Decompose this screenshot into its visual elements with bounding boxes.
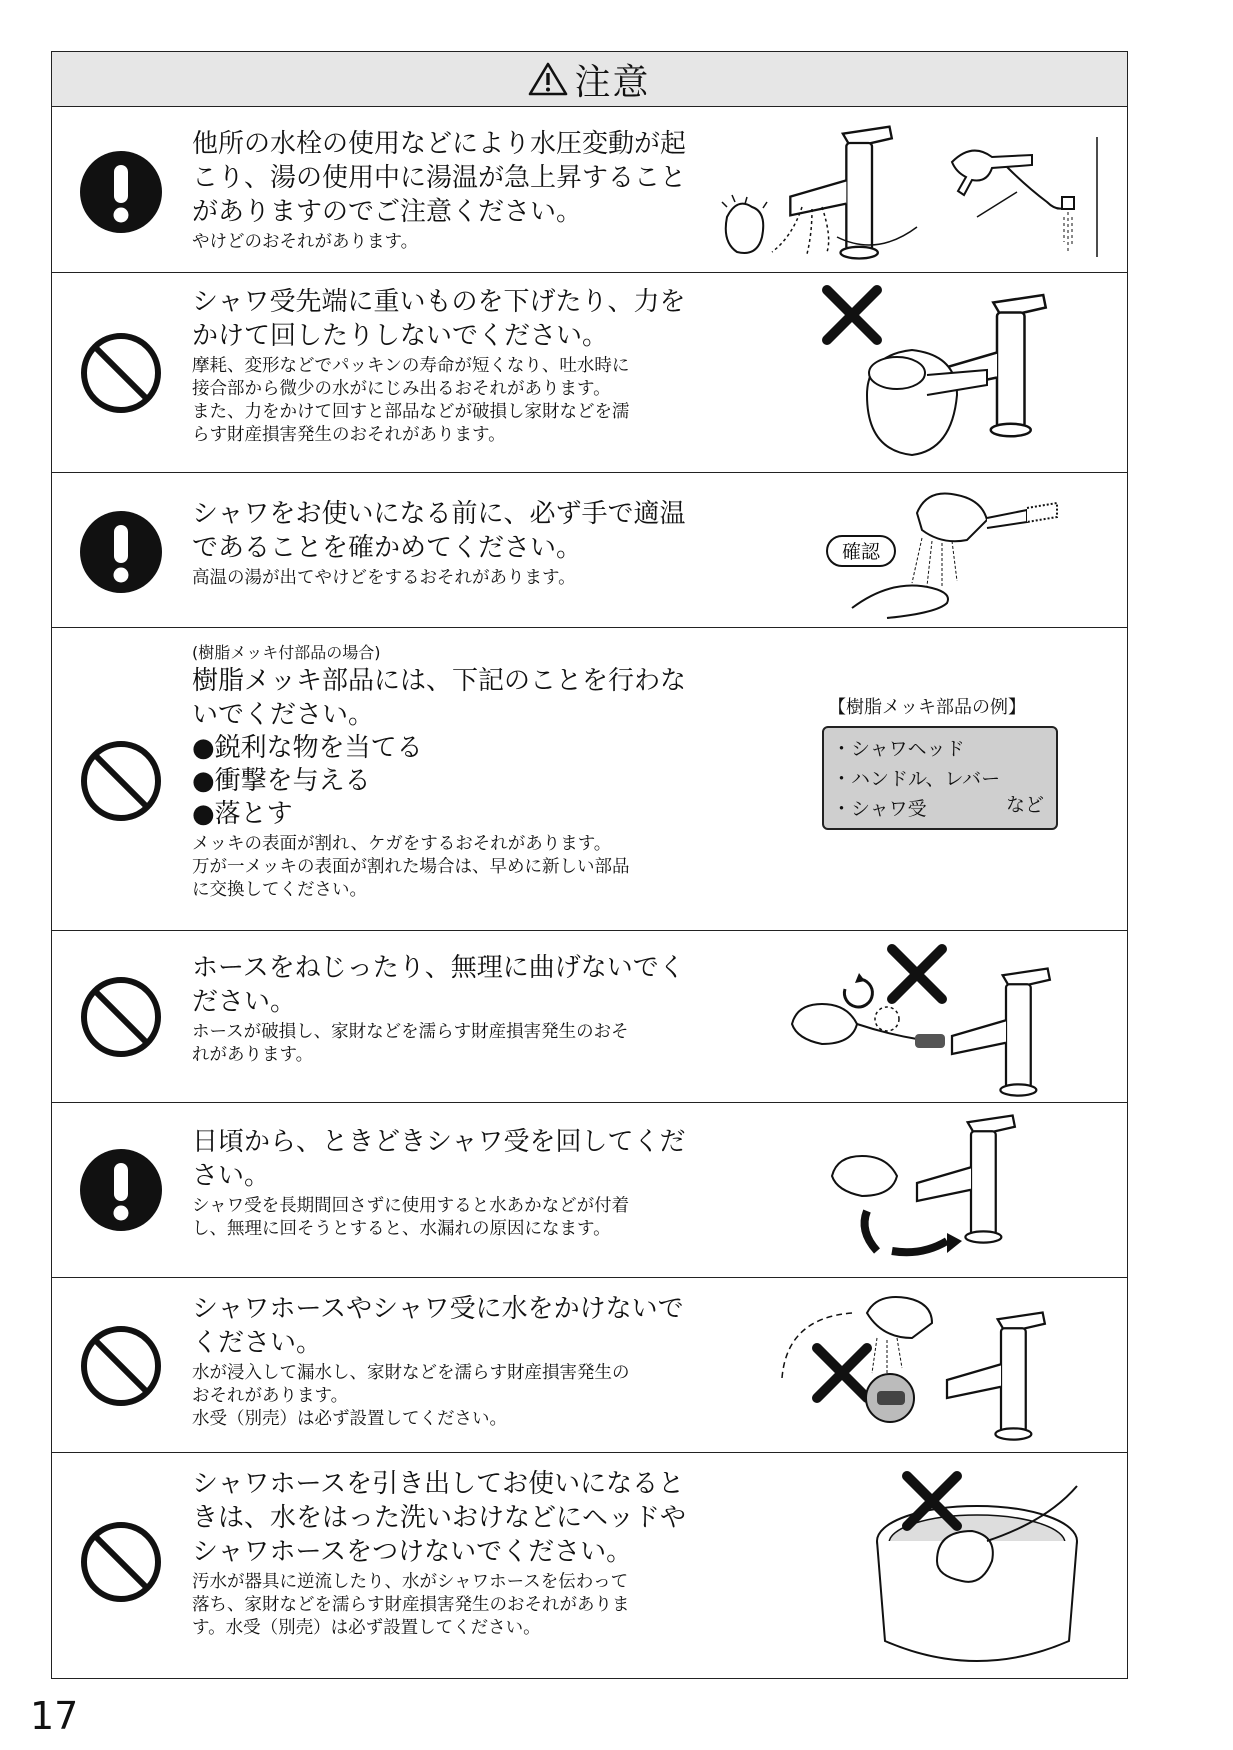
caution-item-8 [52,1453,1127,1680]
caution-header [52,52,1127,107]
item-body: 水が浸入して漏水し、家財などを濡らす財産損害発生の おそれがあります。 水受（別売）は必ず設置してください。 [192,1363,630,1429]
item-heading: シャワホースを引き出してお使いになると きは、水をはった洗いおけなどにヘッドや シャワホースをつけないでください。 [192,1469,687,1567]
example-title: 【樹脂メッキ部品の例】 [828,697,1026,718]
item-heading: 樹脂メッキ部品には、下記のことを行わな いでください。 [192,666,687,730]
caution-item-6 [52,1103,1127,1278]
example-item: ・シャワ受 [832,798,927,820]
prohibition-icon [78,1519,164,1605]
example-item: ・シャワヘッド [832,738,965,760]
prohibition-icon [78,330,164,416]
prohibition-icon [78,738,164,824]
caution-item-5 [52,931,1127,1103]
caution-title: 注意 [574,61,651,103]
item-bullets: ●鋭利な物を当てる ●衝撃を与える ●落とす [192,733,423,829]
caution-item-1 [52,107,1127,273]
check-temperature-illustration-icon [822,483,1072,623]
water-on-hose-illustration-icon [772,1288,1092,1448]
page-number: 17 [30,1694,79,1738]
warning-triangle-icon [528,61,568,97]
item-heading: シャワ受先端に重いものを下げたり、力を かけて回したりしないでください。 [192,287,686,351]
heavy-object-faucet-illustration-icon [822,285,1112,465]
prohibition-icon [78,1323,164,1409]
item-body: メッキの表面が割れ、ケガをするおそれがあります。 万が一メッキの表面が割れた場合は、早めに新しい部品 に交換してください。 [192,834,630,900]
example-etc: など [1005,794,1044,816]
caution-item-7 [52,1278,1127,1453]
mandatory-icon [78,509,164,595]
item-body: シャワ受を長期間回さずに使用すると水あかなどが付着 し、無理に回そうとすると、水漏れの原因になます。 [192,1196,630,1239]
item-heading: シャワホースやシャワ受に水をかけないで ください。 [192,1294,684,1358]
rotate-shower-receiver-illustration-icon [827,1111,1067,1271]
mandatory-icon [78,149,164,235]
item-body: やけどのおそれがあります。 [192,232,419,252]
check-label: 確認 [841,541,881,563]
item-note: (樹脂メッキ付部品の場合) [192,643,381,662]
item-heading: 他所の水栓の使用などにより水圧変動が起 こり、湯の使用中に湯温が急上昇すること がありますのでご注意ください。 [192,129,687,227]
example-item: ・ハンドル、レバー [832,768,1001,790]
item-body: 汚水が器具に逆流したり、水がシャワホースを伝わって 落ち、家財などを濡らす財産損害発生のおそれがありま す。水受（別売）は必ず設置してください。 [192,1572,630,1638]
caution-table [51,51,1128,1679]
caution-item-2 [52,273,1127,473]
prohibition-icon [78,974,164,1060]
caution-item-3 [52,473,1127,628]
item-heading: ホースをねじったり、無理に曲げないでく ださい。 [192,953,685,1017]
item-body: 高温の湯が出てやけどをするおそれがあります。 [192,568,576,588]
twisted-hose-illustration-icon [787,939,1097,1099]
item-heading: 日頃から、ときどきシャワ受を回してくだ さい。 [192,1127,686,1191]
example-box [822,726,1058,830]
caution-item-4 [52,628,1127,931]
item-body: ホースが破損し、家財などを濡らす財産損害発生のおそ れがあります。 [192,1022,629,1065]
item-body: 摩耗、変形などでパッキンの寿命が短くなり、吐水時に 接合部から微少の水がにじみ出るおそれがあります。 また、力をかけて回すと部品などが破損し家財などを濡 らす財産損害発生のおそれがあります。 [192,356,630,445]
item-heading: シャワをお使いになる前に、必ず手で適温 であることを確かめてください。 [192,499,686,563]
washbasin-illustration-icon [867,1471,1097,1671]
hot-water-faucet-illustration-icon [717,117,1112,267]
mandatory-icon [78,1147,164,1233]
